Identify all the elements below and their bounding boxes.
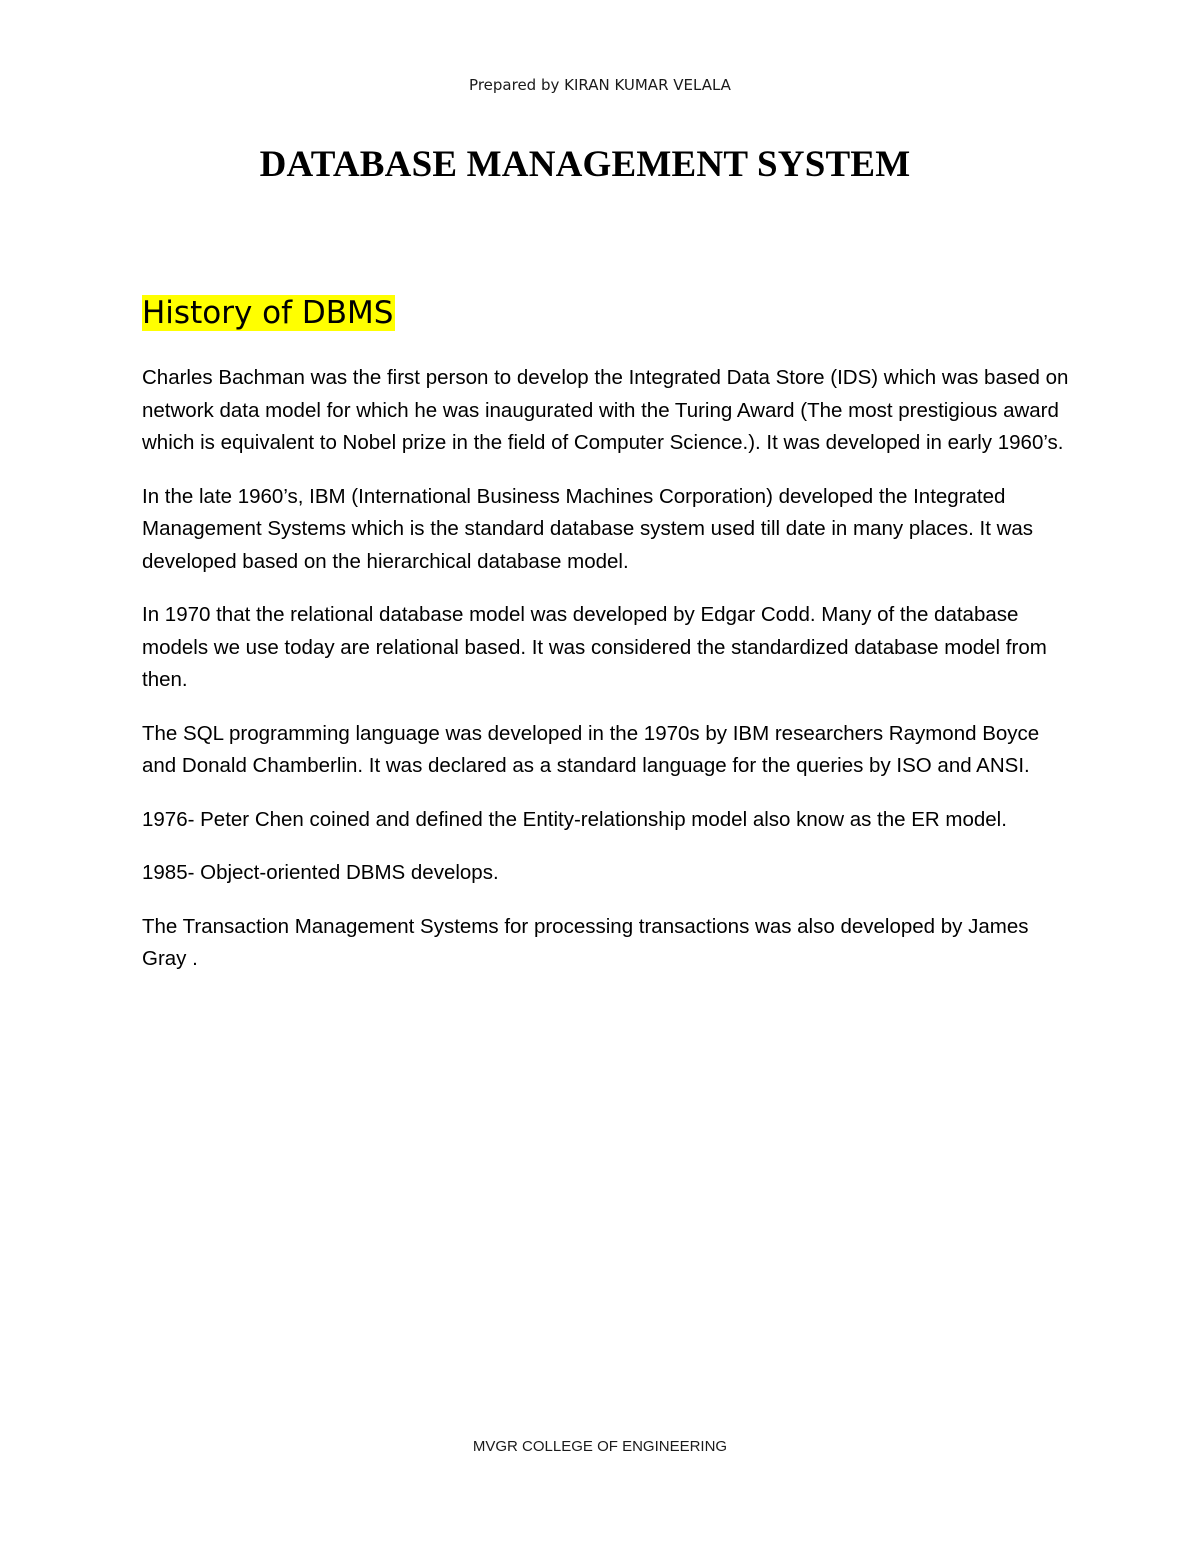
paragraph-sql: The SQL programming language was developed in the 1970s by IBM researchers Raymond Boyce and Donald Chamberlin. It was declared as a standard language for the queries by ISO and ANSI.: [142, 721, 1040, 777]
highlighted-heading-text: History of DBMS: [142, 295, 394, 331]
document-body: [142, 362, 1077, 997]
paragraph-ibm: In the late 1960’s, IBM (International Business Machines Corporation) developed the Integrated Management Systems which is the standard database system used till date in many places. It was developed based on the hierarchical database model.: [142, 484, 1034, 573]
section-heading: [142, 292, 395, 334]
paragraph-codd: In 1970 that the relational database model was developed by Edgar Codd. Many of the database models we use today are relational based. It was considered the standardized database model from then.: [142, 603, 1047, 691]
paragraph-bachman: Charles Bachman was the first person to develop the Integrated Data Store (IDS) which was based on network data model for which he was inaugurated with the Turing Award (The most prestigious award which is equivalent to Nobel prize in the field of Computer Science.). It was developed in early 1960’s.: [142, 366, 1069, 454]
paragraph-oodbms: 1985- Object-oriented DBMS develops.: [142, 861, 499, 884]
document-title: DATABASE MANAGEMENT SYSTEM: [259, 144, 911, 185]
paragraph-chen: 1976- Peter Chen coined and defined the Entity-relationship model also know as the ER model.: [142, 807, 1007, 831]
paragraph-gray: The Transaction Management Systems for processing transactions was also developed by James Gray .: [142, 914, 1029, 970]
page-footer: MVGR COLLEGE OF ENGINEERING: [472, 1438, 728, 1455]
page-header: Prepared by KIRAN KUMAR VELALA: [469, 76, 731, 94]
